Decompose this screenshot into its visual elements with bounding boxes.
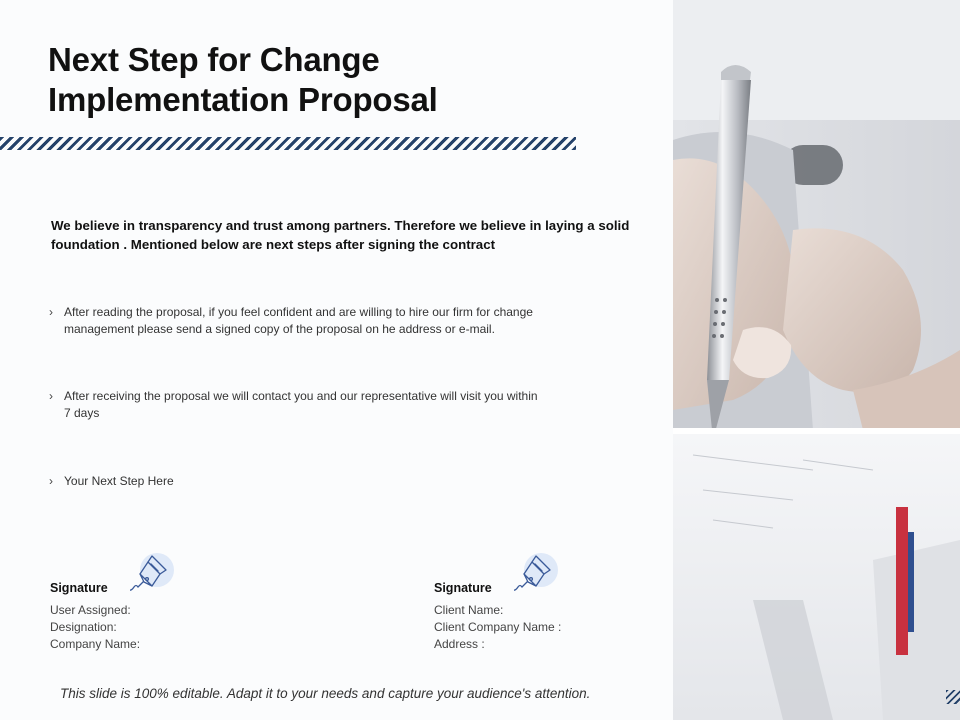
field-client-name: Client Name: [434,603,504,617]
step-item-3 [49,473,589,490]
chevron-right-icon: › [49,305,53,319]
step-text: Your Next Step Here [64,474,174,488]
chevron-right-icon: › [49,389,53,403]
field-user-assigned: User Assigned: [50,603,131,617]
signature-fields [434,602,561,653]
accent-bar-red [896,507,908,655]
title-line-2: Implementation Proposal [48,81,438,118]
page-title [48,40,438,120]
field-client-company-name: Client Company Name : [434,620,562,634]
chevron-right-icon: › [49,474,53,488]
signature-fields [50,602,140,653]
fountain-pen-icon [130,552,174,588]
step-item-2 [49,388,539,422]
field-company-name: Company Name: [50,637,141,651]
step-text: After receiving the proposal we will contact you and our representative will visit you within 7 days [64,389,538,420]
intro-text: We believe in transparency and trust among partners. Therefore we believe in laying a solid foundation . Mentioned below are next steps after signing the contract [51,218,630,252]
decorative-stripe-divider [0,137,576,150]
decorative-corner-stripes [946,690,960,704]
signature-label: Signature [50,581,108,595]
step-text: After reading the proposal, if you feel confident and are willing to hire our firm for change management please send a signed copy of the proposal on he address or e-mail. [64,305,533,336]
field-designation: Designation: [50,620,117,634]
signature-label: Signature [434,581,492,595]
step-item-1 [49,304,589,338]
fountain-pen-icon [514,552,558,588]
hand-writing-photo [673,0,960,720]
field-address: Address : [434,637,485,651]
accent-bar-blue [908,532,914,632]
footer-note: This slide is 100% editable. Adapt it to your needs and capture your audience's attention. [60,686,591,701]
title-line-1: Next Step for Change [48,41,380,78]
